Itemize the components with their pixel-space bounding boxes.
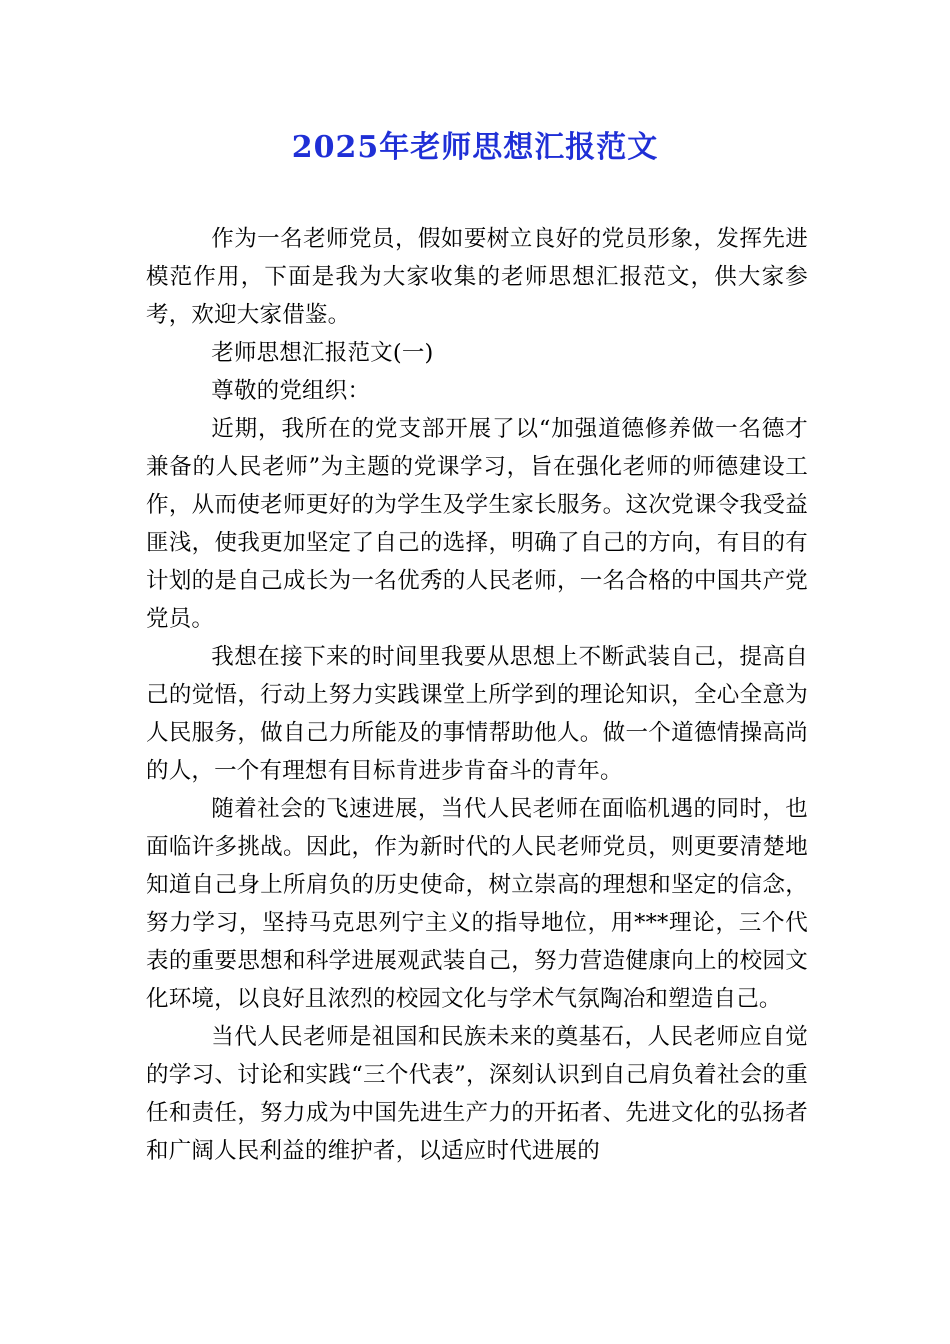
- paragraph-body-2: 我想在接下来的时间里我要从思想上不断武装自己，提高自己的觉悟，行动上努力实践课堂上所学到的理论知识，全心全意为人民服务，做自己力所能及的事情帮助他人。做一个道德情操高尚的人，一个有理想有目标肯进步肯奋斗的青年。: [146, 644, 808, 784]
- paragraph-body-1: 近期，我所在的党支部开展了以“加强道德修养做一名德才兼备的人民老师”为主题的党课学习，旨在强化老师的师德建设工作，从而使老师更好的为学生及学生家长服务。这次党课令我受益匪浅，使我更加坚定了自己的选择，明确了自己的方向，有目的有计划的是自己成长为一名优秀的人民老师，一名合格的中国共产党党员。: [146, 416, 808, 632]
- document-body: [146, 220, 808, 1170]
- paragraph-sample-heading: 老师思想汇报范文(一): [211, 340, 434, 366]
- document-title: 2025年老师思想汇报范文: [291, 130, 659, 165]
- paragraph-body-3: 随着社会的飞速进展，当代人民老师在面临机遇的同时，也面临许多挑战。因此，作为新时代的人民老师党员，则更要清楚地知道自己身上所肩负的历史使命，树立崇高的理想和坚定的信念，努力学习，坚持马克思列宁主义的指导地位，用***理论，三个代表的重要思想和科学进展观武装自己，努力营造健康向上的校园文化环境，以良好且浓烈的校园文化与学术气氛陶冶和塑造自己。: [146, 796, 808, 1012]
- paragraph-salutation: 尊敬的党组织：: [211, 378, 371, 404]
- paragraph-body-4: 当代人民老师是祖国和民族未来的奠基石，人民老师应自觉的学习、讨论和实践“三个代表”，深刻认识到自己肩负着社会的重任和责任，努力成为中国先进生产力的开拓者、先进文化的弘扬者和广阔人民利益的维护者，以适应时代进展的: [146, 1024, 808, 1164]
- paragraph-intro: 作为一名老师党员，假如要树立良好的党员形象，发挥先进模范作用，下面是我为大家收集的老师思想汇报范文，供大家参考，欢迎大家借鉴。: [146, 226, 808, 328]
